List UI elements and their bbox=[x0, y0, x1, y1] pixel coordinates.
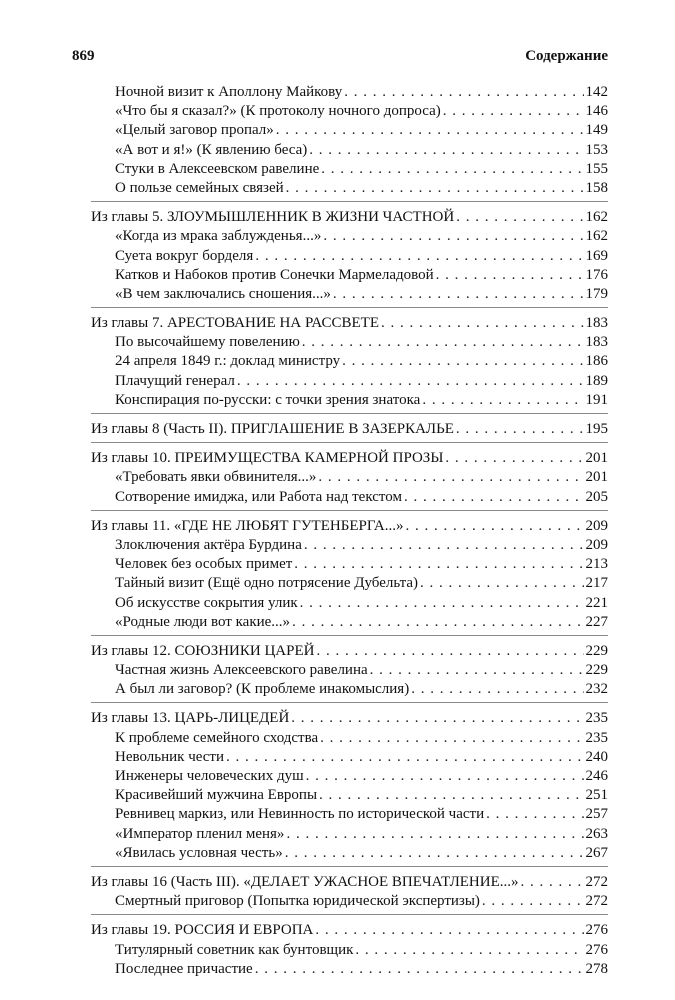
toc-section-entry bbox=[91, 266, 608, 285]
running-header bbox=[72, 48, 608, 72]
toc-entry-page: 189 bbox=[585, 372, 608, 389]
toc-entry-page: 162 bbox=[585, 228, 608, 245]
dot-leader bbox=[436, 266, 584, 285]
toc-entry-page: 272 bbox=[585, 893, 608, 910]
toc-entry-title: Человек без особых примет bbox=[115, 556, 293, 573]
dot-leader bbox=[319, 786, 583, 805]
toc-chapter-entry bbox=[91, 873, 608, 892]
dot-leader bbox=[405, 517, 583, 536]
toc-section-entry bbox=[91, 748, 608, 767]
dot-leader bbox=[456, 420, 584, 439]
toc-group bbox=[91, 873, 608, 915]
toc-entry-page: 257 bbox=[585, 806, 608, 823]
dot-leader bbox=[316, 642, 583, 661]
toc-entry-title: По высочайшему повелению bbox=[115, 334, 300, 351]
toc-group bbox=[91, 517, 608, 636]
toc-section-entry bbox=[91, 468, 608, 487]
toc-chapter-entry bbox=[91, 921, 608, 940]
toc-entry-page: 229 bbox=[585, 662, 608, 679]
toc-section-entry bbox=[91, 594, 608, 613]
dot-leader bbox=[237, 372, 584, 391]
dot-leader bbox=[318, 468, 583, 487]
toc-section-entry bbox=[91, 729, 608, 748]
toc-section-entry bbox=[91, 179, 608, 198]
toc-entry-page: 267 bbox=[585, 844, 608, 861]
toc-group bbox=[91, 709, 608, 867]
toc-entry-title: 24 апреля 1849 г.: доклад министру bbox=[115, 353, 341, 370]
toc-chapter-entry bbox=[91, 642, 608, 661]
toc-entry-title: Последнее причастие bbox=[115, 960, 253, 977]
toc-chapter-entry bbox=[91, 420, 608, 439]
dot-leader bbox=[286, 179, 584, 198]
dot-leader bbox=[291, 709, 583, 728]
toc-entry-page: 240 bbox=[585, 748, 608, 765]
toc-section-entry bbox=[91, 661, 608, 680]
toc-entry-title: Из главы 19. РОССИЯ И ЕВРОПА bbox=[91, 922, 314, 939]
toc-section-entry bbox=[91, 892, 608, 911]
dot-leader bbox=[300, 594, 584, 613]
toc-entry-title: Катков и Набоков против Сонечки Мармеладовой bbox=[115, 266, 434, 283]
dot-leader bbox=[323, 227, 583, 246]
dot-leader bbox=[355, 941, 583, 960]
toc-entry-title: «Требовать явки обвинителя...» bbox=[115, 469, 317, 486]
toc-entry-title: «Явилась условная честь» bbox=[115, 844, 283, 861]
toc-entry-page: 209 bbox=[585, 517, 608, 534]
toc-section-entry bbox=[91, 786, 608, 805]
toc-section-entry bbox=[91, 141, 608, 160]
toc-entry-title: А был ли заговор? (К проблеме инакомыслия) bbox=[115, 681, 410, 698]
toc-entry-title: Красивейший мужчина Европы bbox=[115, 787, 318, 804]
toc-group bbox=[91, 449, 608, 511]
dot-leader bbox=[304, 536, 584, 555]
toc-entry-page: 186 bbox=[585, 353, 608, 370]
toc-entry-title: Инженеры человеческих душ bbox=[115, 768, 304, 784]
dot-leader bbox=[226, 748, 583, 767]
toc-entry-page: 183 bbox=[585, 334, 608, 351]
toc-entry-title: Невольник чести bbox=[115, 748, 225, 765]
toc-entry-page: 183 bbox=[585, 315, 608, 332]
toc-entry-title: Ночной визит к Аполлону Майкову bbox=[115, 84, 343, 100]
toc-section-entry bbox=[91, 285, 608, 304]
toc-entry-title: Ревнивец маркиз, или Невинность по исторической части bbox=[115, 806, 485, 823]
toc-entry-title: Из главы 11. «ГДЕ НЕ ЛЮБЯТ ГУТЕНБЕРГА...» bbox=[91, 517, 404, 534]
toc-entry-page: 201 bbox=[585, 450, 608, 467]
toc-section-entry bbox=[91, 960, 608, 979]
dot-leader bbox=[482, 892, 584, 911]
toc-group bbox=[91, 83, 608, 202]
toc-entry-page: 276 bbox=[585, 922, 608, 939]
dot-leader bbox=[315, 921, 583, 940]
toc-chapter-entry bbox=[91, 449, 608, 468]
toc-entry-page: 232 bbox=[585, 681, 608, 698]
toc-entry-page: 213 bbox=[585, 556, 608, 573]
toc-entry-title: «А вот и я!» (К явлению беса) bbox=[115, 141, 308, 158]
dot-leader bbox=[292, 613, 583, 632]
toc-entry-page: 179 bbox=[585, 285, 608, 302]
toc-entry-page: 227 bbox=[585, 613, 608, 630]
toc-entry-title: Злоключения актёра Бурдина bbox=[115, 536, 302, 553]
toc-section-entry bbox=[91, 488, 608, 507]
table-of-contents bbox=[91, 83, 608, 988]
dot-leader bbox=[321, 160, 583, 179]
toc-entry-title: Смертный приговор (Попытка юридической экспертизы) bbox=[115, 893, 480, 910]
toc-section-entry bbox=[91, 391, 608, 410]
toc-entry-page: 205 bbox=[585, 488, 608, 505]
toc-entry-page: 272 bbox=[585, 873, 608, 890]
dot-leader bbox=[381, 314, 584, 333]
page-number: 869 bbox=[72, 48, 95, 64]
toc-entry-title: «Когда из мрака заблужденья...» bbox=[115, 228, 322, 245]
toc-chapter-entry bbox=[91, 314, 608, 333]
toc-entry-title: «В чем заключались сношения...» bbox=[115, 285, 331, 302]
dot-leader bbox=[276, 121, 584, 140]
toc-entry-page: 195 bbox=[585, 421, 608, 437]
toc-section-entry bbox=[91, 536, 608, 555]
toc-entry-title: «Родные люди вот какие...» bbox=[115, 613, 291, 630]
dot-leader bbox=[445, 449, 583, 468]
toc-entry-title: Из главы 8 (Часть II). ПРИГЛАШЕНИЕ В ЗАЗЕРКАЛЬЕ bbox=[91, 421, 454, 437]
dot-leader bbox=[342, 352, 583, 371]
toc-entry-page: 142 bbox=[585, 84, 608, 100]
toc-section-entry bbox=[91, 844, 608, 863]
toc-section-entry bbox=[91, 83, 608, 102]
toc-entry-title: Титулярный советник как бунтовщик bbox=[115, 941, 354, 958]
dot-leader bbox=[420, 574, 583, 593]
dot-leader bbox=[320, 729, 583, 748]
toc-entry-page: 251 bbox=[585, 787, 608, 804]
dot-leader bbox=[285, 844, 584, 863]
toc-section-entry bbox=[91, 247, 608, 266]
toc-entry-title: Из главы 13. ЦАРЬ-ЛИЦЕДЕЙ bbox=[91, 710, 290, 727]
toc-section-entry bbox=[91, 227, 608, 246]
toc-entry-page: 229 bbox=[585, 642, 608, 659]
toc-entry-page: 176 bbox=[585, 266, 608, 283]
toc-entry-title: Конспирация по-русски: с точки зрения знатока bbox=[115, 391, 421, 408]
dot-leader bbox=[306, 767, 584, 786]
toc-entry-title: Из главы 12. СОЮЗНИКИ ЦАРЕЙ bbox=[91, 642, 315, 659]
toc-section-entry bbox=[91, 613, 608, 632]
toc-entry-title: Из главы 16 (Часть III). «ДЕЛАЕТ УЖАСНОЕ ВПЕЧАТЛЕНИЕ...» bbox=[91, 873, 519, 890]
toc-entry-page: 155 bbox=[585, 160, 608, 177]
toc-entry-page: 278 bbox=[585, 960, 608, 977]
toc-entry-title: «Целый заговор пропал» bbox=[115, 122, 274, 139]
toc-entry-title: Плачущий генерал bbox=[115, 372, 235, 389]
toc-chapter-entry bbox=[91, 517, 608, 536]
toc-section-entry bbox=[91, 352, 608, 371]
toc-entry-page: 146 bbox=[585, 103, 608, 120]
toc-section-entry bbox=[91, 941, 608, 960]
dot-leader bbox=[521, 873, 584, 892]
toc-section-entry bbox=[91, 555, 608, 574]
toc-section-entry bbox=[91, 574, 608, 593]
toc-entry-page: 158 bbox=[585, 179, 608, 196]
toc-group bbox=[91, 420, 608, 443]
toc-entry-page: 235 bbox=[585, 710, 608, 727]
toc-section-entry bbox=[91, 767, 608, 786]
dot-leader bbox=[294, 555, 583, 574]
toc-entry-page: 153 bbox=[585, 141, 608, 158]
toc-entry-page: 191 bbox=[585, 391, 608, 408]
toc-entry-page: 276 bbox=[585, 941, 608, 958]
toc-entry-title: Из главы 5. ЗЛОУМЫШЛЕННИК В ЖИЗНИ ЧАСТНОЙ bbox=[91, 209, 455, 226]
toc-entry-title: Стуки в Алексеевском равелине bbox=[115, 160, 320, 177]
dot-leader bbox=[422, 391, 583, 410]
toc-entry-page: 149 bbox=[585, 122, 608, 139]
toc-entry-page: 217 bbox=[585, 575, 608, 592]
toc-entry-title: К проблеме семейного сходства bbox=[115, 729, 319, 746]
toc-group bbox=[91, 642, 608, 704]
toc-entry-title: О пользе семейных связей bbox=[115, 179, 284, 196]
toc-group bbox=[91, 208, 608, 308]
toc-section-entry bbox=[91, 825, 608, 844]
dot-leader bbox=[286, 825, 583, 844]
toc-entry-title: «Император пленил меня» bbox=[115, 825, 285, 842]
dot-leader bbox=[309, 141, 583, 160]
dot-leader bbox=[344, 83, 583, 102]
dot-leader bbox=[255, 960, 584, 979]
toc-entry-page: 169 bbox=[585, 247, 608, 264]
toc-entry-title: Из главы 10. ПРЕИМУЩЕСТВА КАМЕРНОЙ ПРОЗЫ bbox=[91, 450, 444, 467]
toc-group bbox=[91, 921, 608, 982]
toc-entry-title: Частная жизнь Алексеевского равелина bbox=[115, 662, 368, 679]
dot-leader bbox=[255, 247, 583, 266]
toc-entry-page: 263 bbox=[585, 825, 608, 842]
toc-section-entry bbox=[91, 102, 608, 121]
toc-chapter-entry bbox=[91, 208, 608, 227]
toc-group bbox=[91, 314, 608, 414]
toc-section-entry bbox=[91, 121, 608, 140]
toc-entry-title: Об искусстве сокрытия улик bbox=[115, 594, 298, 611]
toc-entry-page: 246 bbox=[585, 768, 608, 784]
dot-leader bbox=[486, 805, 583, 824]
toc-section-entry bbox=[91, 372, 608, 391]
toc-entry-title: Суета вокруг борделя bbox=[115, 247, 254, 264]
toc-entry-title: Тайный визит (Ещё одно потрясение Дубельта) bbox=[115, 575, 419, 592]
toc-section-entry bbox=[91, 680, 608, 699]
toc-chapter-entry bbox=[91, 709, 608, 728]
dot-leader bbox=[404, 488, 584, 507]
toc-entry-title: Из главы 7. АРЕСТОВАНИЕ НА РАССВЕТЕ bbox=[91, 315, 379, 332]
dot-leader bbox=[333, 285, 584, 304]
toc-section-entry bbox=[91, 333, 608, 352]
dot-leader bbox=[456, 208, 583, 227]
toc-section-entry bbox=[91, 805, 608, 824]
toc-entry-page: 201 bbox=[585, 469, 608, 486]
toc-entry-title: Сотворение имиджа, или Работа над текстом bbox=[115, 488, 402, 505]
toc-entry-page: 209 bbox=[585, 536, 608, 553]
running-title: Содержание bbox=[525, 48, 608, 64]
toc-entry-page: 221 bbox=[585, 594, 608, 611]
toc-entry-page: 235 bbox=[585, 729, 608, 746]
toc-entry-title: «Что бы я сказал?» (К протоколу ночного допроса) bbox=[115, 103, 441, 120]
dot-leader bbox=[370, 661, 584, 680]
dot-leader bbox=[411, 680, 583, 699]
dot-leader bbox=[443, 102, 584, 121]
toc-section-entry bbox=[91, 160, 608, 179]
toc-entry-page: 162 bbox=[585, 209, 608, 226]
dot-leader bbox=[302, 333, 584, 352]
